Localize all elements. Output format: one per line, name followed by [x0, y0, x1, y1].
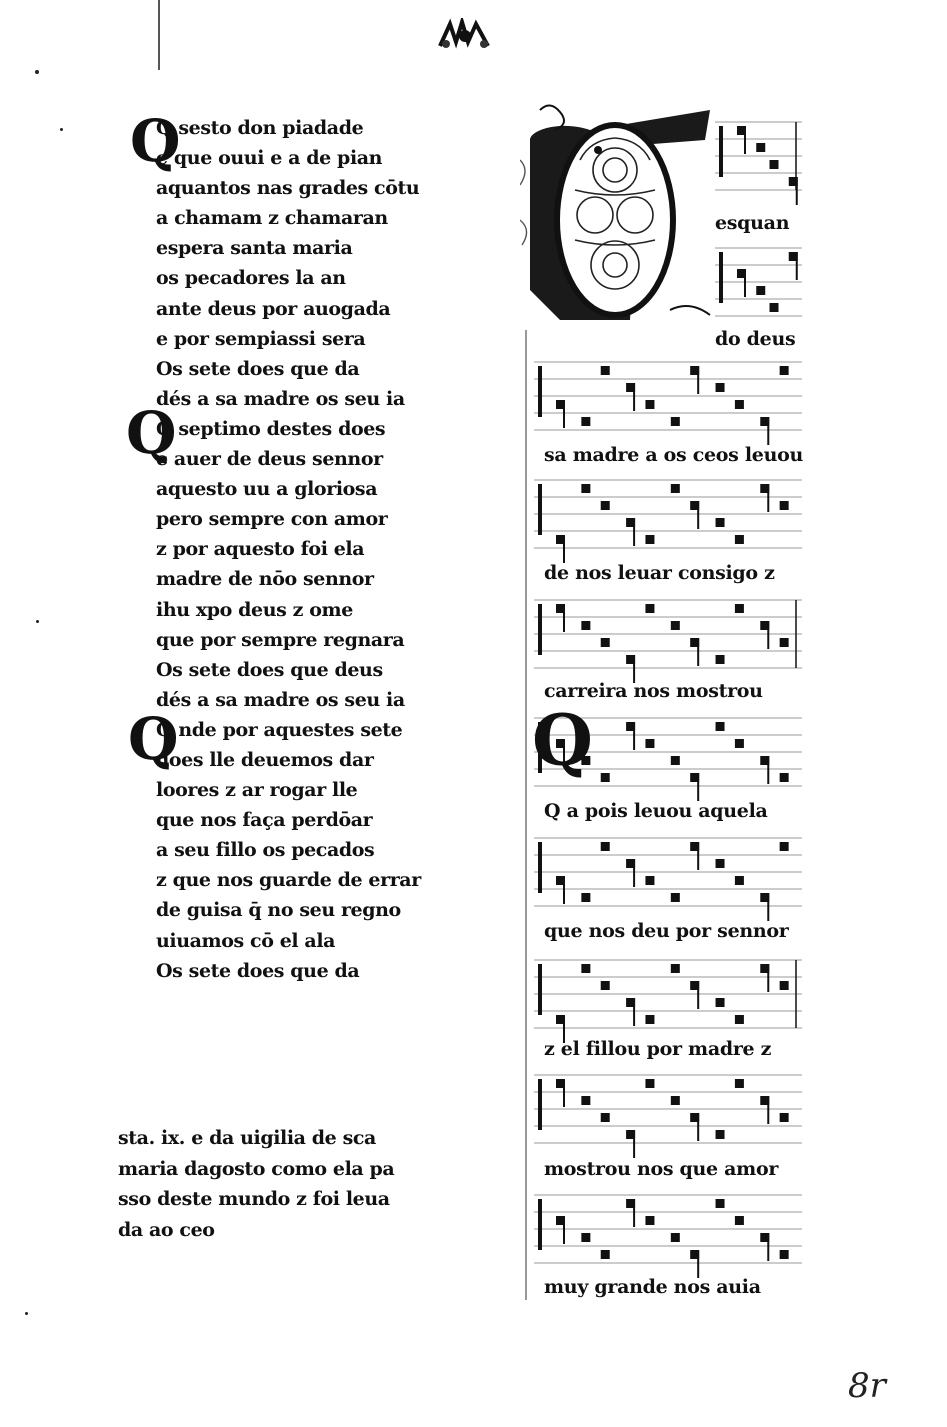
neume-note [581, 417, 590, 426]
staff-system [534, 480, 802, 563]
staff-system [534, 960, 802, 1043]
verse-line: madre de nōo sennor [156, 568, 374, 591]
neume-note [780, 366, 789, 375]
neume-note [716, 998, 725, 1007]
initial-q-first: Q [130, 107, 181, 175]
neume-note [671, 417, 680, 426]
neume-note [671, 1233, 680, 1242]
verse-line: e que ouui e a de pian [156, 147, 383, 170]
staff-system [534, 362, 802, 445]
staff-system [715, 248, 802, 316]
verse-line: loores z ar rogar lle [156, 779, 358, 802]
neume-note [581, 1233, 590, 1242]
neume-note [780, 638, 789, 647]
folio-number: 8r [848, 1366, 886, 1406]
stray-mark [36, 620, 39, 623]
neume-note [671, 1096, 680, 1105]
initial-q-music: Q [532, 699, 593, 782]
neume-note [581, 484, 590, 493]
verse-line: does lle deuemos dar [156, 748, 374, 771]
rubric-line: da ao ceo [118, 1218, 215, 1241]
neume-note [601, 501, 610, 510]
verse-column [130, 107, 430, 986]
music-lyric-line: sa madre a os ceos leuou [544, 444, 803, 466]
neume-note [581, 964, 590, 973]
verse-line: z por aquesto foi ela [156, 538, 365, 561]
initial-q-third: Q [128, 705, 179, 773]
neume-note [645, 604, 654, 613]
verse-line: a chamam z chamaran [156, 207, 388, 230]
clef [538, 484, 542, 535]
neume-note [716, 655, 725, 664]
neume-note [716, 1199, 725, 1208]
neume-note [671, 756, 680, 765]
verse-line: uiuamos cō el ala [156, 929, 336, 952]
neume-note [645, 400, 654, 409]
clef [538, 1079, 542, 1130]
neume-note [780, 773, 789, 782]
stray-mark [35, 70, 39, 74]
music-lyric-line: de nos leuar consigo z [544, 562, 775, 584]
verse-line: Q septimo destes does [156, 417, 386, 440]
illuminated-initial [520, 100, 720, 325]
verse-line: que nos faça perdōar [156, 809, 373, 832]
verse-line: e por sempiassi sera [156, 327, 366, 350]
neume-note [601, 366, 610, 375]
neume-note [735, 604, 744, 613]
verse-line: espera santa maria [156, 237, 353, 260]
verse-line: Os sete does que da [156, 959, 360, 982]
neume-note [716, 1130, 725, 1139]
stray-mark [60, 128, 63, 131]
neume-note [601, 1250, 610, 1259]
neume-note [645, 1216, 654, 1225]
neume-note [735, 400, 744, 409]
verse-line: Q nde por aquestes sete [156, 718, 403, 741]
music-lyric-line: muy grande nos auia [544, 1276, 761, 1298]
rubric [118, 1123, 418, 1245]
verse-line: os pecadores la an [156, 267, 346, 290]
neume-note [601, 1113, 610, 1122]
neume-note [735, 1079, 744, 1088]
clef [538, 842, 542, 893]
verse-line: z que nos guarde de errar [156, 869, 421, 892]
music-lyric-line: mostrou nos que amor [544, 1158, 779, 1180]
neume-note [601, 638, 610, 647]
initial-q-second: Q [126, 399, 177, 467]
rubric-line: maria dagosto como ela pa [118, 1157, 395, 1180]
rubric-line: sso deste mundo z foi leua [118, 1188, 390, 1210]
verse-line: de guisa q̄ no seu regno [156, 899, 401, 922]
verse-line: Q sesto don piadade [156, 117, 364, 139]
neume-note [716, 722, 725, 731]
ruling-line [158, 0, 160, 70]
neume-note [645, 1079, 654, 1088]
neume-note [581, 621, 590, 630]
neume-note [716, 383, 725, 392]
neume-note [601, 773, 610, 782]
staff-system [534, 1195, 802, 1278]
verse-line: Os sete does que deus [156, 658, 383, 681]
staff-system [715, 122, 802, 205]
music-lyric-line: Q a pois leuou aquela [544, 800, 768, 822]
verse-line: dés a sa madre os seu ia [156, 387, 405, 410]
verse-line: pero sempre con amor [156, 508, 388, 531]
staff-system [534, 600, 802, 683]
verse-line: dés a sa madre os seu ia [156, 688, 405, 711]
neume-note [735, 739, 744, 748]
neume-note [780, 981, 789, 990]
music-lyric-line: esquan [715, 212, 790, 234]
staff-system [534, 838, 802, 921]
verse-line: ihu xpo deus z ome [156, 598, 353, 621]
verse-line: ante deus por auogada [156, 297, 391, 320]
neume-note [645, 1015, 654, 1024]
neume-note [716, 518, 725, 527]
verse-line: aquesto uu a gloriosa [156, 478, 378, 501]
neume-note [716, 859, 725, 868]
neume-note [671, 484, 680, 493]
clef [538, 964, 542, 1015]
neume-note [581, 1096, 590, 1105]
neume-note [780, 501, 789, 510]
verse-line: que por sempre regnara [156, 628, 405, 651]
neume-note [756, 143, 765, 152]
clef [538, 604, 542, 655]
neume-note [671, 893, 680, 902]
stray-mark [25, 1312, 28, 1315]
neume-note [780, 1250, 789, 1259]
neume-note [671, 964, 680, 973]
neume-note [735, 876, 744, 885]
neume-note [780, 1113, 789, 1122]
music-lyric-line: do deus [715, 328, 796, 350]
neume-note [770, 160, 779, 169]
verse-line: Os sete does que da [156, 357, 360, 380]
rubric-line: sta. ix. e da uigilia de sca [118, 1127, 376, 1149]
music-lyric-line: carreira nos mostrou [544, 680, 763, 702]
clef [538, 366, 542, 417]
neume-note [756, 286, 765, 295]
verse-line: e auer de deus sennor [156, 448, 383, 471]
neume-note [601, 842, 610, 851]
neume-note [770, 303, 779, 312]
music-lyric-line: z el fillou por madre z [544, 1038, 772, 1060]
neume-note [671, 621, 680, 630]
neume-note [645, 876, 654, 885]
staff-system [534, 1075, 802, 1158]
verse-line: aquantos nas grades cōtu [156, 177, 420, 200]
verse-line: a seu fillo os pecados [156, 839, 375, 862]
neume-note [735, 1015, 744, 1024]
neume-note [645, 739, 654, 748]
music-lyric-line: que nos deu por sennor [544, 920, 789, 942]
neume-note [780, 842, 789, 851]
neume-note [735, 535, 744, 544]
ornament-top [436, 18, 494, 52]
neume-note [735, 1216, 744, 1225]
neume-note [581, 893, 590, 902]
neume-note [645, 535, 654, 544]
neume-note [601, 981, 610, 990]
clef [538, 1199, 542, 1250]
